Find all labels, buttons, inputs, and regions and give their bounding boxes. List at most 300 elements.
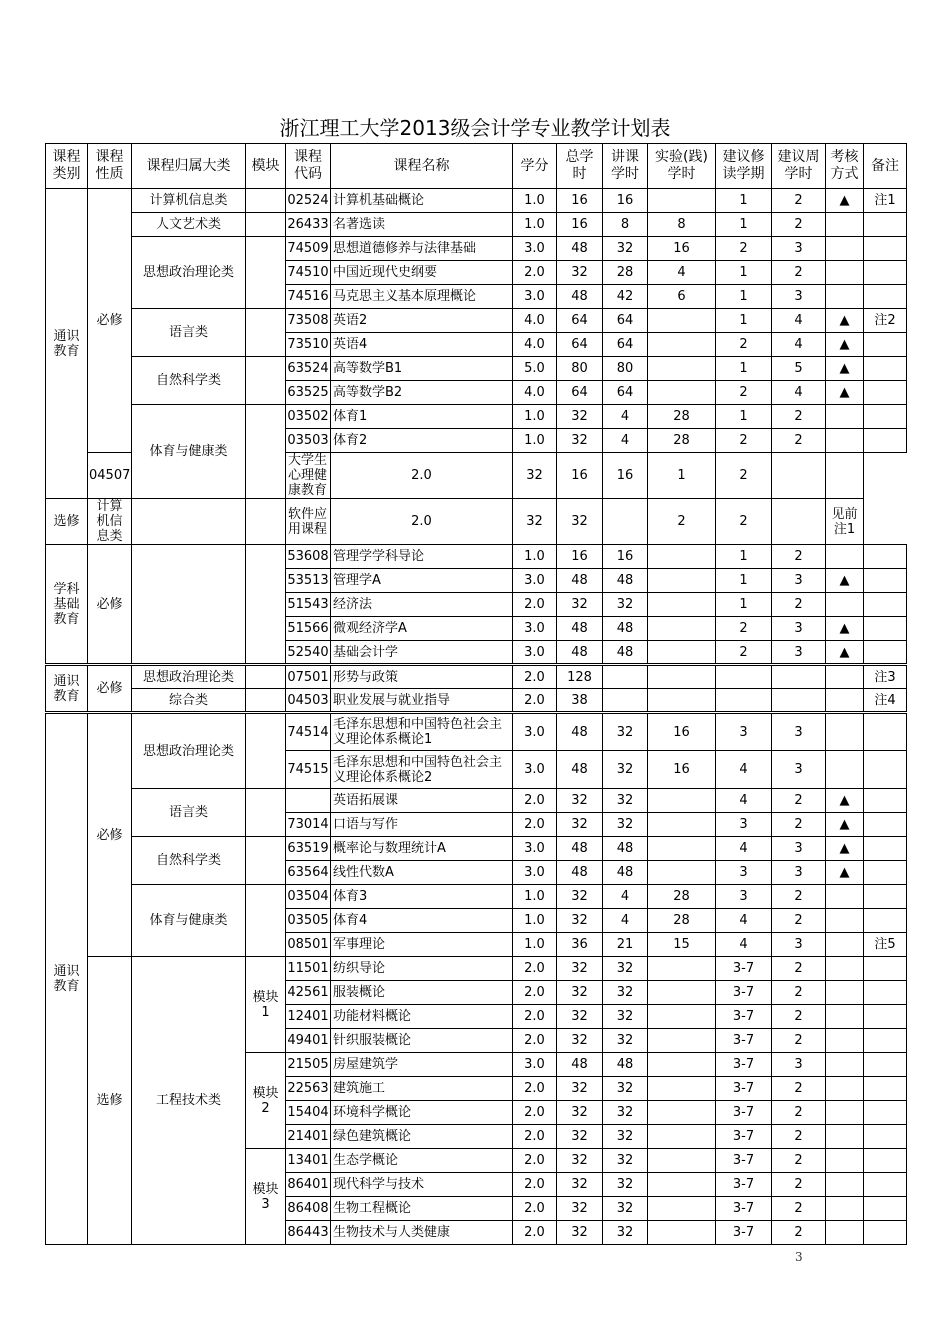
cell-exam: ▲ [826, 569, 864, 593]
header-cell: 学分 [513, 144, 557, 189]
cell-lab [648, 665, 716, 689]
header-cell: 备注 [864, 144, 907, 189]
cell-exam [826, 1101, 864, 1125]
cell-exam [826, 285, 864, 309]
cell-lecture: 64 [603, 333, 648, 357]
cell-term: 3 [716, 885, 772, 909]
cell-total: 32 [513, 499, 557, 545]
group-cell: 必修 [88, 189, 132, 453]
cell-lecture: 48 [603, 569, 648, 593]
cell-note [864, 1125, 907, 1149]
cell-lecture [603, 665, 648, 689]
table-row [46, 189, 907, 213]
cell-term: 3-7 [716, 1101, 772, 1125]
cell-credit: 1.0 [513, 933, 557, 957]
cell-exam [826, 751, 864, 789]
cell-weekly: 2 [772, 789, 826, 813]
cell-lecture: 32 [603, 593, 648, 617]
cell-note [864, 1173, 907, 1197]
cell-weekly: 3 [772, 569, 826, 593]
cell-term: 2 [716, 333, 772, 357]
header-cell: 实验(践)学时 [648, 144, 716, 189]
cell-total: 32 [557, 909, 603, 933]
cell-credit: 3.0 [513, 837, 557, 861]
cell-name: 形势与政策 [331, 665, 513, 689]
cell-lab [648, 1173, 716, 1197]
cell-lecture: 4 [603, 405, 648, 429]
group-cell: 学科基础教育 [46, 545, 88, 665]
cell-code: 51543 [286, 593, 331, 617]
empty-cell [246, 213, 286, 237]
group-cell: 必修 [88, 713, 132, 957]
cell-total: 32 [557, 789, 603, 813]
cell-credit: 2.0 [513, 981, 557, 1005]
table-row [46, 499, 907, 545]
cell-total: 32 [557, 813, 603, 837]
cell-name: 软件应用课程 [286, 499, 331, 545]
group-cell: 模块1 [246, 957, 286, 1053]
cell-lab [648, 333, 716, 357]
cell-code: 63564 [286, 861, 331, 885]
cell-lab: 16 [648, 751, 716, 789]
cell-lab [648, 689, 716, 713]
cell-total: 36 [557, 933, 603, 957]
cell-note [864, 593, 907, 617]
cell-term: 3-7 [716, 1005, 772, 1029]
cell-name: 管理学A [331, 569, 513, 593]
cell-credit: 2.0 [513, 689, 557, 713]
cell-lab [648, 1125, 716, 1149]
cell-lab [648, 309, 716, 333]
cell-exam [772, 453, 826, 499]
cell-weekly: 3 [772, 713, 826, 751]
cell-exam [826, 1053, 864, 1077]
cell-name: 英语拓展课 [331, 789, 513, 813]
cell-total: 32 [557, 261, 603, 285]
cell-code: 07501 [286, 665, 331, 689]
page-title: 浙江理工大学2013级会计学专业教学计划表 [279, 116, 671, 140]
cell-name: 微观经济学A [331, 617, 513, 641]
cell-lecture: 21 [603, 933, 648, 957]
cell-term: 2 [648, 499, 716, 545]
table-row [46, 789, 907, 813]
cell-exam [826, 689, 864, 713]
cell-note [864, 1101, 907, 1125]
cell-code: 73510 [286, 333, 331, 357]
cell-weekly: 2 [772, 189, 826, 213]
cell-code: 74510 [286, 261, 331, 285]
cell-credit: 1.0 [513, 189, 557, 213]
cell-weekly: 2 [772, 405, 826, 429]
cell-code: 53608 [286, 545, 331, 569]
cell-note [864, 885, 907, 909]
cell-code [246, 499, 286, 545]
cell-lecture: 64 [603, 381, 648, 405]
cell-weekly: 3 [772, 237, 826, 261]
cell-total: 32 [557, 1029, 603, 1053]
cell-credit: 1.0 [513, 213, 557, 237]
cell-name: 生物工程概论 [331, 1197, 513, 1221]
cell-name: 职业发展与就业指导 [331, 689, 513, 713]
cell-total: 48 [557, 641, 603, 665]
cell-code: 49401 [286, 1029, 331, 1053]
cell-total: 16 [557, 189, 603, 213]
cell-lab [648, 981, 716, 1005]
cell-name: 英语4 [331, 333, 513, 357]
cell-name: 纺织导论 [331, 957, 513, 981]
cell-weekly: 2 [772, 1029, 826, 1053]
cell-code: 21401 [286, 1125, 331, 1149]
cell-code: 63519 [286, 837, 331, 861]
cell-weekly: 5 [772, 357, 826, 381]
cell-lab: 28 [648, 429, 716, 453]
cell-exam [826, 1125, 864, 1149]
cell-credit: 2.0 [513, 1173, 557, 1197]
group-cell: 必修 [88, 545, 132, 665]
cell-code: 12401 [286, 1005, 331, 1029]
cell-exam [826, 665, 864, 689]
cell-lecture: 4 [603, 909, 648, 933]
cell-term: 3-7 [716, 1053, 772, 1077]
cell-credit: 2.0 [513, 1149, 557, 1173]
cell-exam [826, 237, 864, 261]
cell-credit: 1.0 [513, 429, 557, 453]
empty-cell [246, 689, 286, 713]
cell-lecture: 32 [603, 237, 648, 261]
cell-exam [826, 1197, 864, 1221]
group-cell: 模块3 [246, 1149, 286, 1245]
cell-lecture: 4 [603, 429, 648, 453]
cell-term: 1 [716, 545, 772, 569]
cell-code: 73508 [286, 309, 331, 333]
cell-term: 3 [716, 861, 772, 885]
group-cell: 综合类 [132, 689, 246, 713]
cell-note [864, 813, 907, 837]
cell-total: 64 [557, 333, 603, 357]
cell-note: 见前注1 [826, 499, 864, 545]
cell-lecture [603, 689, 648, 713]
cell-total: 48 [557, 861, 603, 885]
cell-name: 管理学学科导论 [331, 545, 513, 569]
header-cell: 课程类别 [46, 144, 88, 189]
cell-lab [648, 957, 716, 981]
cell-credit: 1.0 [513, 405, 557, 429]
cell-code: 03504 [286, 885, 331, 909]
cell-code: 73014 [286, 813, 331, 837]
cell-lab [648, 861, 716, 885]
cell-code: 03502 [286, 405, 331, 429]
cell-weekly: 3 [772, 641, 826, 665]
cell-exam: ▲ [826, 641, 864, 665]
cell-lecture: 64 [603, 309, 648, 333]
cell-code: 52540 [286, 641, 331, 665]
cell-credit: 2.0 [513, 1221, 557, 1245]
cell-note [864, 713, 907, 751]
cell-weekly: 2 [716, 453, 772, 499]
empty-cell [246, 885, 286, 957]
cell-credit: 2.0 [513, 1029, 557, 1053]
cell-note [864, 909, 907, 933]
cell-code: 11501 [286, 957, 331, 981]
group-cell: 体育与健康类 [132, 885, 246, 957]
cell-lecture: 4 [603, 885, 648, 909]
cell-total: 32 [557, 885, 603, 909]
cell-lab [648, 1077, 716, 1101]
cell-note [864, 429, 907, 453]
group-cell: 人文艺术类 [132, 213, 246, 237]
cell-term: 2 [716, 237, 772, 261]
group-cell: 计算机信息类 [88, 499, 132, 545]
cell-weekly: 2 [772, 1125, 826, 1149]
cell-exam [826, 885, 864, 909]
cell-code: 03505 [286, 909, 331, 933]
curriculum-table [45, 143, 907, 1245]
cell-credit: 2.0 [513, 1125, 557, 1149]
cell-name: 现代科学与技术 [331, 1173, 513, 1197]
cell-term: 1 [716, 357, 772, 381]
cell-lab [648, 641, 716, 665]
cell-total: 48 [557, 751, 603, 789]
cell-name: 体育1 [331, 405, 513, 429]
empty-cell [246, 837, 286, 885]
cell-code: 13401 [286, 1149, 331, 1173]
cell-credit: 2.0 [331, 453, 513, 499]
cell-term: 2 [716, 617, 772, 641]
cell-exam [826, 545, 864, 569]
cell-term: 2 [716, 381, 772, 405]
cell-weekly: 2 [772, 261, 826, 285]
cell-lab: 15 [648, 933, 716, 957]
cell-exam: ▲ [826, 861, 864, 885]
cell-code [286, 789, 331, 813]
cell-note [864, 1197, 907, 1221]
cell-name: 英语2 [331, 309, 513, 333]
cell-lecture: 32 [603, 981, 648, 1005]
cell-code: 74514 [286, 713, 331, 751]
cell-name: 军事理论 [331, 933, 513, 957]
group-cell: 选修 [88, 957, 132, 1245]
cell-term: 1 [716, 593, 772, 617]
cell-total: 48 [557, 1053, 603, 1077]
cell-lab [648, 789, 716, 813]
cell-total: 48 [557, 617, 603, 641]
cell-note: 注5 [864, 933, 907, 957]
cell-lab [648, 1053, 716, 1077]
cell-term: 1 [716, 285, 772, 309]
group-cell: 选修 [46, 499, 88, 545]
cell-note [864, 789, 907, 813]
cell-name: 高等数学B1 [331, 357, 513, 381]
cell-lab [648, 617, 716, 641]
cell-name: 经济法 [331, 593, 513, 617]
cell-lecture: 28 [603, 261, 648, 285]
header-cell: 课程代码 [286, 144, 331, 189]
cell-lecture: 32 [603, 1149, 648, 1173]
cell-note [864, 861, 907, 885]
group-cell: 工程技术类 [132, 957, 246, 1245]
cell-weekly: 4 [772, 309, 826, 333]
cell-name: 毛泽东思想和中国特色社会主义理论体系概论1 [331, 713, 513, 751]
cell-note [864, 381, 907, 405]
cell-weekly: 2 [772, 545, 826, 569]
cell-lab: 6 [648, 285, 716, 309]
cell-note [864, 751, 907, 789]
cell-total: 48 [557, 285, 603, 309]
header-cell: 讲课学时 [603, 144, 648, 189]
cell-credit: 2.0 [513, 593, 557, 617]
cell-term: 2 [716, 641, 772, 665]
cell-note [826, 453, 864, 499]
cell-weekly: 2 [772, 1173, 826, 1197]
table-body [46, 189, 907, 1245]
cell-name: 体育3 [331, 885, 513, 909]
cell-exam [826, 909, 864, 933]
cell-note: 注4 [864, 689, 907, 713]
cell-name: 毛泽东思想和中国特色社会主义理论体系概论2 [331, 751, 513, 789]
cell-lecture: 32 [557, 499, 603, 545]
cell-name: 环境科学概论 [331, 1101, 513, 1125]
cell-total: 32 [557, 1101, 603, 1125]
cell-name: 生态学概论 [331, 1149, 513, 1173]
cell-lecture: 32 [603, 813, 648, 837]
cell-credit: 3.0 [513, 569, 557, 593]
group-cell: 语言类 [132, 309, 246, 357]
table-row [46, 237, 907, 261]
table-row [46, 713, 907, 751]
cell-weekly: 2 [772, 593, 826, 617]
cell-term: 3 [716, 713, 772, 751]
cell-credit: 3.0 [513, 861, 557, 885]
cell-term: 1 [716, 189, 772, 213]
cell-exam: ▲ [826, 333, 864, 357]
cell-note: 注1 [864, 189, 907, 213]
table-row [46, 357, 907, 381]
cell-exam [826, 429, 864, 453]
cell-term: 4 [716, 837, 772, 861]
cell-credit: 2.0 [331, 499, 513, 545]
cell-exam: ▲ [826, 813, 864, 837]
cell-code: 04503 [286, 689, 331, 713]
cell-total: 32 [557, 1125, 603, 1149]
cell-code: 15404 [286, 1101, 331, 1125]
cell-exam [826, 713, 864, 751]
cell-name: 房屋建筑学 [331, 1053, 513, 1077]
cell-term: 3-7 [716, 1173, 772, 1197]
cell-term: 3 [716, 813, 772, 837]
cell-lab: 16 [603, 453, 648, 499]
cell-name: 服装概论 [331, 981, 513, 1005]
empty-cell [246, 357, 286, 405]
cell-exam [826, 261, 864, 285]
cell-term: 1 [716, 213, 772, 237]
cell-lecture: 32 [603, 1173, 648, 1197]
cell-lecture: 48 [603, 617, 648, 641]
cell-weekly: 3 [772, 751, 826, 789]
cell-total: 48 [557, 569, 603, 593]
cell-lecture: 48 [603, 861, 648, 885]
cell-lecture: 32 [603, 957, 648, 981]
cell-weekly: 3 [772, 285, 826, 309]
cell-name: 计算机基础概论 [331, 189, 513, 213]
cell-lecture: 32 [603, 1101, 648, 1125]
cell-lab [648, 813, 716, 837]
cell-term: 4 [716, 909, 772, 933]
cell-name: 马克思主义基本原理概论 [331, 285, 513, 309]
cell-exam [826, 933, 864, 957]
cell-lecture: 16 [603, 189, 648, 213]
header-cell: 考核方式 [826, 144, 864, 189]
empty-cell [246, 237, 286, 309]
group-cell: 通识教育 [46, 665, 88, 713]
cell-credit: 3.0 [513, 285, 557, 309]
header-cell: 总学时 [557, 144, 603, 189]
cell-weekly: 4 [772, 381, 826, 405]
cell-lecture: 80 [603, 357, 648, 381]
empty-cell [246, 189, 286, 213]
cell-credit: 2.0 [513, 1101, 557, 1125]
empty-cell [246, 405, 286, 499]
cell-total: 32 [557, 1005, 603, 1029]
cell-total: 32 [557, 1149, 603, 1173]
page-number: 3 [795, 1250, 803, 1264]
cell-weekly: 2 [772, 1005, 826, 1029]
cell-note [864, 237, 907, 261]
cell-exam [826, 1173, 864, 1197]
table-row [46, 837, 907, 861]
cell-term: 1 [716, 261, 772, 285]
cell-total: 64 [557, 381, 603, 405]
cell-exam [826, 213, 864, 237]
cell-weekly: 2 [772, 1149, 826, 1173]
cell-lecture: 32 [603, 1077, 648, 1101]
table-row [46, 885, 907, 909]
cell-note [864, 1005, 907, 1029]
cell-credit: 2.0 [513, 665, 557, 689]
cell-term: 2 [716, 429, 772, 453]
cell-name: 线性代数A [331, 861, 513, 885]
cell-note [864, 357, 907, 381]
cell-lab [648, 1029, 716, 1053]
empty-cell [246, 713, 286, 789]
cell-lecture: 32 [603, 1221, 648, 1245]
cell-lecture: 42 [603, 285, 648, 309]
table-header-row [46, 144, 907, 189]
cell-exam [826, 957, 864, 981]
cell-term [716, 689, 772, 713]
group-cell: 计算机信息类 [132, 189, 246, 213]
cell-weekly: 4 [772, 333, 826, 357]
cell-lecture: 32 [603, 1197, 648, 1221]
cell-lab [648, 1005, 716, 1029]
cell-name: 针织服装概论 [331, 1029, 513, 1053]
cell-term: 1 [716, 309, 772, 333]
cell-weekly: 3 [772, 1053, 826, 1077]
cell-name: 体育2 [331, 429, 513, 453]
cell-code: 74515 [286, 751, 331, 789]
cell-exam: ▲ [826, 617, 864, 641]
cell-lab: 16 [648, 237, 716, 261]
cell-name: 中国近现代史纲要 [331, 261, 513, 285]
cell-weekly: 2 [772, 213, 826, 237]
header-cell: 模块 [246, 144, 286, 189]
cell-lab [648, 381, 716, 405]
table-row [46, 309, 907, 333]
group-cell: 体育与健康类 [132, 405, 246, 499]
cell-credit: 1.0 [513, 545, 557, 569]
cell-term: 3-7 [716, 1029, 772, 1053]
cell-weekly: 2 [772, 909, 826, 933]
group-cell: 语言类 [132, 789, 246, 837]
